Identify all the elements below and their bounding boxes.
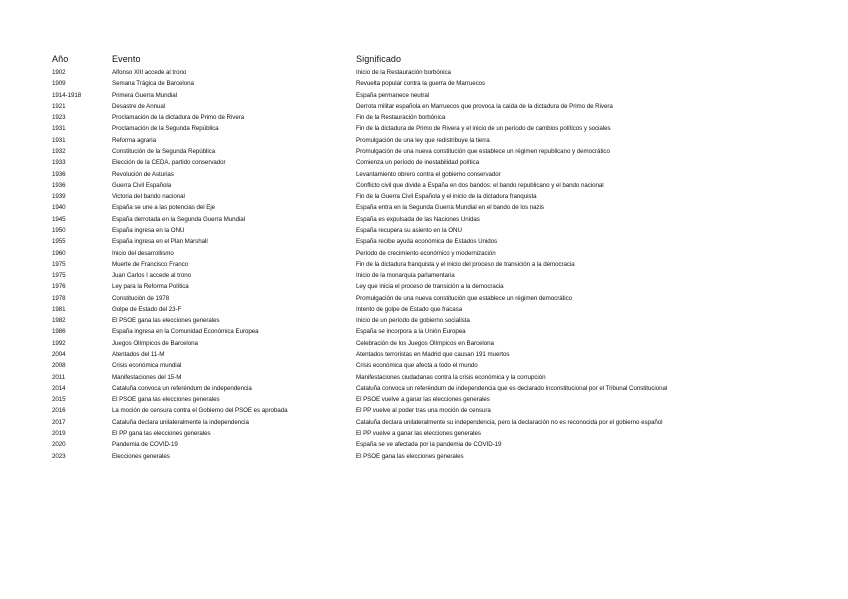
significance-cell: España entra en la Segunda Guerra Mundial en el bando de los nazis — [356, 204, 544, 212]
year-cell: 1975 — [52, 272, 66, 280]
table-row — [52, 112, 802, 123]
event-cell: España derrotada en la Segunda Guerra Mundial — [112, 215, 245, 223]
year-cell: 2019 — [52, 430, 66, 437]
year-cell: 1976 — [52, 283, 66, 291]
significance-cell: Cataluña convoca un referéndum de independencia que es declarado inconstitucional por el Tribunal Constitucional — [356, 384, 668, 392]
year-cell: 1955 — [52, 238, 66, 246]
table-row — [52, 67, 802, 78]
year-cell: 1975 — [52, 260, 66, 268]
table-row — [52, 202, 802, 213]
year-cell: 1978 — [52, 294, 66, 302]
event-cell: España ingresa en la ONU — [112, 226, 185, 234]
table-row — [52, 146, 802, 157]
table-row — [52, 248, 802, 259]
significance-cell: Fin de la Guerra Civil Española y el inicio de la dictadura franquista — [356, 193, 537, 201]
table-body — [52, 67, 802, 462]
event-cell: Cataluña declara unilateralmente la independencia — [112, 418, 249, 426]
significance-cell: Cataluña declara unilateralmente su independencia, pero la declaración no es reconocida por el gobierno español — [356, 418, 663, 426]
event-cell: Proclamación de la Segunda República — [112, 125, 219, 133]
event-cell: Semana Trágica de Barcelona — [112, 80, 194, 88]
event-cell: Constitución de la Segunda República — [112, 147, 216, 155]
significance-cell: Intento de golpe de Estado que fracasa — [356, 305, 463, 313]
year-cell: 2008 — [52, 362, 66, 370]
event-cell: Elección de la CEDA, partido conservador — [112, 159, 226, 167]
year-cell: 2023 — [52, 452, 66, 460]
table-row — [52, 304, 802, 315]
year-cell: 1936 — [52, 170, 66, 178]
event-cell: Guerra Civil Española — [112, 181, 172, 189]
year-cell: 1982 — [52, 317, 66, 325]
significance-cell: Promulgación de una ley que redistribuye la tierra — [356, 136, 490, 144]
event-cell: Revolución de Asturias — [112, 170, 174, 178]
significance-cell: Comienza un período de inestabilidad política — [356, 159, 479, 167]
significance-cell: Fin de la Restauración borbónica — [356, 114, 446, 122]
table-row — [52, 101, 802, 112]
significance-cell: El PP vuelve al poder tras una moción de censura — [356, 407, 491, 415]
year-cell: 1992 — [52, 339, 66, 347]
significance-cell: Promulgación de una nueva constitución que establece un régimen democrático — [356, 294, 573, 302]
significance-cell: Levantamiento obrero contra el gobierno conservador — [356, 170, 501, 178]
table-row — [52, 191, 802, 202]
table-row — [52, 315, 802, 326]
year-cell: 1945 — [52, 215, 66, 223]
event-cell: Muerte de Francisco Franco — [112, 260, 189, 268]
year-cell: 1902 — [52, 69, 66, 76]
significance-cell: El PSOE gana las elecciones generales — [356, 452, 464, 460]
spreadsheet-page — [52, 54, 802, 462]
year-cell: 1981 — [52, 305, 66, 313]
significance-cell: El PP vuelve a ganar las elecciones generales — [356, 430, 481, 437]
significance-cell: España se ve afectada por la pandemia de COVID-19 — [356, 441, 502, 449]
event-cell: Pandemia de COVID-19 — [112, 441, 178, 449]
year-cell: 1986 — [52, 328, 66, 336]
significance-cell: Atentados terroristas en Madrid que causan 191 muertos — [356, 351, 510, 359]
significance-cell: España recupera su asiento en la ONU — [356, 226, 462, 234]
event-cell: España ingresa en la Comunidad Económica Europea — [112, 328, 259, 336]
significance-cell: Período de crecimiento económico y modernización — [356, 249, 496, 257]
year-cell: 2020 — [52, 441, 66, 449]
year-cell: 2004 — [52, 351, 66, 359]
header-row — [52, 54, 802, 67]
event-cell: España se une a las potencias del Eje — [112, 204, 216, 212]
event-cell: Atentados del 11-M — [112, 351, 165, 359]
table-row — [52, 394, 802, 405]
table-row — [52, 338, 802, 349]
event-cell: Juan Carlos I accede al trono — [112, 272, 192, 280]
significance-cell: España recibe ayuda económica de Estados Unidos — [356, 238, 498, 246]
year-cell: 2017 — [52, 418, 66, 426]
year-cell: 2014 — [52, 384, 66, 392]
table-row — [52, 326, 802, 337]
year-cell: 1931 — [52, 136, 66, 144]
year-cell: 1914-1918 — [52, 91, 82, 99]
table-row — [52, 157, 802, 168]
table-row — [52, 225, 802, 236]
year-cell: 2016 — [52, 407, 66, 415]
table-row — [52, 451, 802, 462]
table-row — [52, 349, 802, 360]
year-cell: 1939 — [52, 193, 66, 201]
significance-cell: España permanece neutral — [356, 91, 430, 99]
significance-cell: Fin de la dictadura de Primo de Rivera y el inicio de un período de cambios políticos y sociales — [356, 125, 611, 133]
year-cell: 1923 — [52, 114, 66, 122]
header-significance: Significado — [356, 54, 402, 64]
table-row — [52, 214, 802, 225]
year-cell: 1909 — [52, 80, 66, 88]
event-cell: España ingresa en el Plan Marshall — [112, 238, 208, 246]
table-row — [52, 360, 802, 371]
significance-cell: El PSOE vuelve a ganar las elecciones generales — [356, 396, 490, 404]
event-cell: El PSOE gana las elecciones generales — [112, 317, 220, 325]
table-row — [52, 293, 802, 304]
table-row — [52, 90, 802, 101]
event-cell: Golpe de Estado del 23-F — [112, 305, 182, 313]
table-row — [52, 236, 802, 247]
year-cell: 2015 — [52, 396, 66, 404]
table-row — [52, 78, 802, 89]
year-cell: 1950 — [52, 226, 66, 234]
event-cell: Primera Guerra Mundial — [112, 91, 177, 99]
event-cell: Alfonso XIII accede al trono — [112, 69, 187, 76]
event-cell: Reforma agraria — [112, 136, 156, 144]
event-cell: Ley para la Reforma Política — [112, 283, 189, 291]
year-cell: 1936 — [52, 181, 66, 189]
year-cell: 1940 — [52, 204, 66, 212]
table-row — [52, 428, 802, 439]
header-event: Evento — [112, 54, 141, 64]
table-row — [52, 169, 802, 180]
event-cell: Desastre de Annual — [112, 102, 166, 110]
year-cell: 2011 — [52, 373, 66, 381]
year-cell: 1921 — [52, 102, 66, 110]
event-cell: Victoria del bando nacional — [112, 193, 185, 201]
significance-cell: Inicio de la monarquía parlamentaria — [356, 272, 455, 280]
significance-cell: Fin de la dictadura franquista y el inicio del proceso de transición a la democracia — [356, 260, 575, 268]
significance-cell: Inicio de la Restauración borbónica — [356, 69, 451, 76]
significance-cell: Celebración de los Juegos Olímpicos en Barcelona — [356, 339, 494, 347]
significance-cell: España se incorpora a la Unión Europea — [356, 328, 466, 336]
event-cell: La moción de censura contra el Gobierno del PSOE es aprobada — [112, 407, 288, 415]
event-cell: Constitución de 1978 — [112, 294, 170, 302]
significance-cell: Revuelta popular contra la guerra de Marruecos — [356, 80, 486, 88]
table-row — [52, 372, 802, 383]
table-row — [52, 123, 802, 134]
table-row — [52, 383, 802, 394]
table-row — [52, 180, 802, 191]
event-cell: Juegos Olímpicos de Barcelona — [112, 339, 198, 347]
significance-cell: Derrota militar española en Marruecos que provoca la caída de la dictadura de Primo de Rivera — [356, 102, 613, 110]
header-year: Año — [52, 54, 69, 64]
event-cell: Manifestaciones del 15-M — [112, 373, 182, 381]
significance-cell: Manifestaciones ciudadanas contra la crisis económica y la corrupción — [356, 373, 546, 381]
event-cell: El PSOE gana las elecciones generales — [112, 396, 220, 404]
year-cell: 1960 — [52, 249, 66, 257]
significance-cell: España es expulsada de las Naciones Unidas — [356, 215, 480, 223]
significance-cell: Crisis económica que afecta a todo el mundo — [356, 362, 478, 370]
event-cell: Inicio del desarrollismo — [112, 249, 174, 257]
event-cell: Proclamación de la dictadura de Primo de Rivera — [112, 114, 245, 122]
table-row — [52, 281, 802, 292]
event-cell: Crisis económica mundial — [112, 362, 182, 370]
event-cell: El PP gana las elecciones generales — [112, 430, 211, 437]
table-row — [52, 405, 802, 416]
event-cell: Cataluña convoca un referéndum de independencia — [112, 384, 252, 392]
table-row — [52, 417, 802, 428]
year-cell: 1931 — [52, 125, 66, 133]
table-row — [52, 270, 802, 281]
table-row — [52, 259, 802, 270]
significance-cell: Ley que inicia el proceso de transición a la democracia — [356, 283, 504, 291]
year-cell: 1933 — [52, 159, 66, 167]
history-table — [52, 54, 802, 462]
table-row — [52, 135, 802, 146]
significance-cell: Inicio de un período de gobierno socialista — [356, 317, 470, 325]
significance-cell: Promulgación de una nueva constitución que establece un régimen republicano y democrático — [356, 147, 610, 155]
year-cell: 1932 — [52, 147, 66, 155]
significance-cell: Conflicto civil que divide a España en dos bandos: el bando republicano y el bando nacional — [356, 181, 604, 189]
event-cell: Elecciones generales — [112, 452, 170, 460]
table-row — [52, 439, 802, 450]
